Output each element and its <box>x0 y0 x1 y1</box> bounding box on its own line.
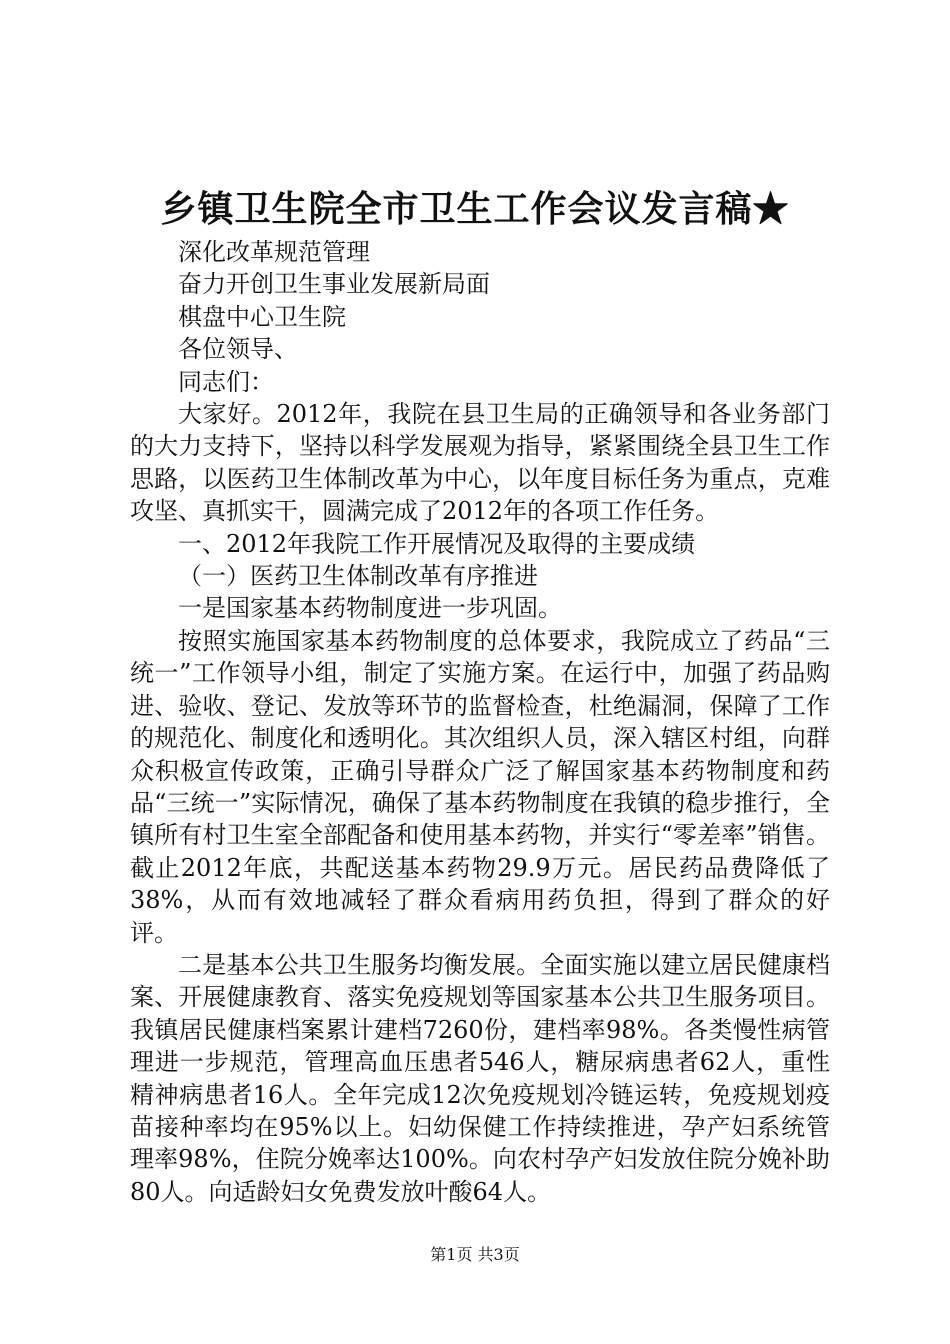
paragraph-intro: 大家好。2012年，我院在县卫生局的正确领导和各业务部门的大力支持下，坚持以科学发展观为指导，紧紧围绕全县卫生工作思路，以医药卫生体制改革为中心，以年度目标任务为重点，克难攻坚、真抓实干，圆满完成了2012年的各项工作任务。 <box>130 400 830 526</box>
document-body <box>130 236 830 1208</box>
document-title: 乡镇卫生院全市卫生工作会议发言稿★ <box>160 188 790 230</box>
subtitle-line-1: 深化改革规范管理 <box>178 238 370 266</box>
salutation-line-2: 同志们： <box>178 367 274 396</box>
subtitle-line-2: 奋力开创卫生事业发展新局面 <box>178 270 490 299</box>
page-footer: 第1页 共3页 <box>430 1245 520 1264</box>
salutation-line-1: 各位领导、 <box>178 335 298 364</box>
subsection-heading: （一）医药卫生体制改革有序推进 <box>178 562 538 591</box>
organization-name: 棋盘中心卫生院 <box>178 302 346 331</box>
paragraph-drug-policy: 按照实施国家基本药物制度的总体要求，我院成立了药品“三统一”工作领导小组，制定了实施方案。在运行中，加强了药品购进、验收、登记、发放等环节的监督检查，杜绝漏洞，保障了工作的规范化、制度化和透明化。其次组织人员，深入辖区村组，向群众积极宣传政策，正确引导群众广泛了解国家基本药物制度和药品“三统一”实际情况，确保了基本药物制度在我镇的稳步推行，全镇所有村卫生室全部配备和使用基本药物，并实行“零差率”销售。截止2012年底，共配送基本药物29.9万元。居民药品费降低了38%，从而有效地减轻了群众看病用药负担，得到了群众的好评。 <box>130 626 830 947</box>
paragraph-public-health: 二是基本公共卫生服务均衡发展。全面实施以建立居民健康档案、开展健康教育、落实免疫规划等国家基本公共卫生服务项目。我镇居民健康档案累计建档7260份，建档率98%。各类慢性病管理进一步规范，管理高血压患者546人，糖尿病患者62人，重性精神病患者16人。全年完成12次免疫规划冷链运转，免疫规划疫苗接种率均在95%以上。妇幼保健工作持续推进，孕产妇系统管理率98%，住院分娩率达100%。向农村孕产妇发放住院分娩补助80人。向适龄妇女免费发放叶酸64人。 <box>130 950 830 1206</box>
item-heading: 一是国家基本药物制度进一步巩固。 <box>178 594 562 623</box>
section-heading: 一、2012年我院工作开展情况及取得的主要成绩 <box>178 529 696 558</box>
